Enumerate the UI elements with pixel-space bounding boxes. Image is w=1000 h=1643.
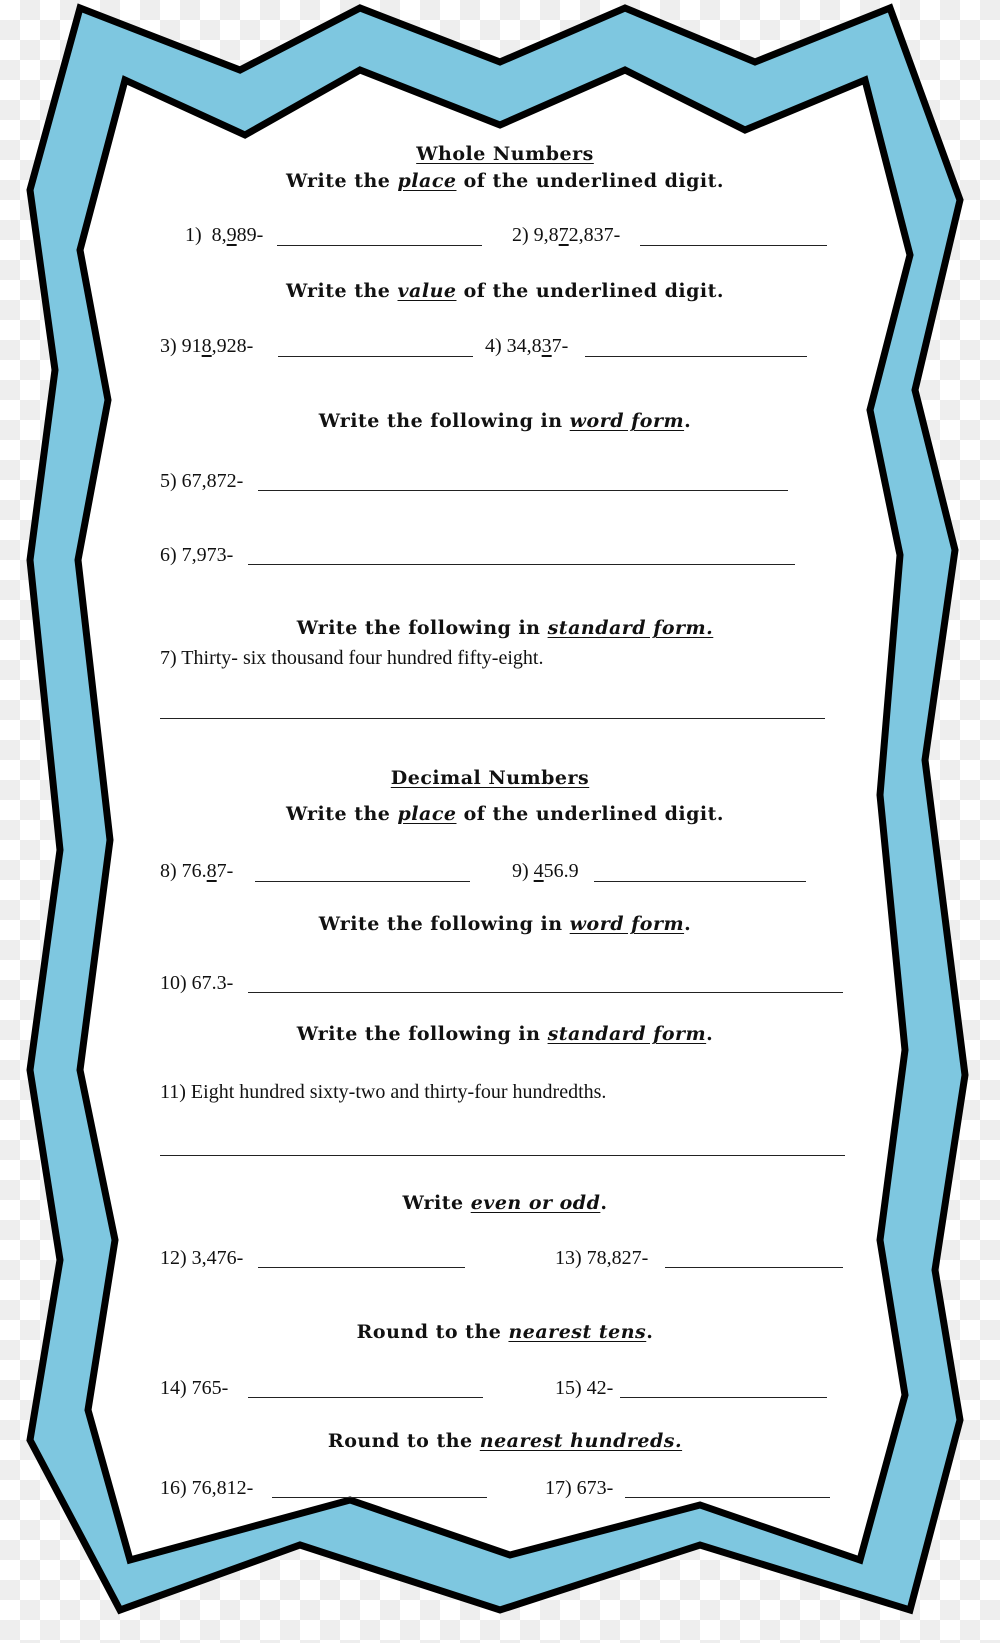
question-17: 17) 673-	[545, 1477, 614, 1499]
question-6: 6) 7,973-	[160, 544, 234, 566]
answer-line-3[interactable]	[278, 356, 473, 357]
instruction-round-hundreds	[160, 1430, 850, 1452]
instruction-text: .	[600, 1192, 608, 1214]
question-10: 10) 67.3-	[160, 972, 234, 994]
answer-line-8[interactable]	[255, 881, 470, 882]
instruction-text: Write the following in	[296, 617, 548, 639]
instruction-text: Write the	[286, 170, 398, 192]
instruction-keyword: place	[397, 170, 457, 192]
answer-line-9[interactable]	[594, 881, 806, 882]
number-part: 2,837-	[568, 224, 621, 246]
question-number: 2)	[512, 224, 529, 246]
question-2	[512, 224, 620, 247]
question-11: 11) Eight hundred sixty-two and thirty-four hundredths.	[160, 1081, 607, 1103]
question-3	[160, 335, 253, 358]
instruction-text: Write the	[286, 803, 398, 825]
number-part: 7-	[216, 860, 234, 882]
instruction-text: Write the	[286, 280, 398, 302]
instruction-text: Write the following in	[296, 1023, 548, 1045]
instruction-keyword: place	[397, 803, 457, 825]
instruction-text: of the underlined digit.	[456, 280, 724, 302]
instruction-keyword: nearest tens	[508, 1321, 647, 1343]
instruction-text: Write the following in	[318, 410, 570, 432]
underlined-digit: 8	[201, 335, 212, 357]
answer-line-11[interactable]	[160, 1155, 845, 1156]
answer-line-4[interactable]	[585, 356, 807, 357]
instruction-keyword: even or odd	[470, 1192, 601, 1214]
instruction-word-form-decimal	[160, 913, 850, 935]
question-1	[185, 224, 263, 247]
instruction-standard-form-decimal	[160, 1023, 850, 1045]
number-part: ,928-	[211, 335, 254, 357]
question-14: 14) 765-	[160, 1377, 229, 1399]
answer-line-14[interactable]	[248, 1397, 483, 1398]
answer-line-7[interactable]	[160, 718, 825, 719]
answer-line-2[interactable]	[640, 245, 827, 246]
question-number: 3)	[160, 335, 177, 357]
answer-line-13[interactable]	[665, 1267, 843, 1268]
question-number: 4)	[485, 335, 502, 357]
question-15: 15) 42-	[555, 1377, 614, 1399]
underlined-digit: 3	[541, 335, 552, 357]
question-number: 1)	[185, 224, 202, 246]
instruction-place-decimal	[160, 803, 850, 825]
number-part: 91	[181, 335, 202, 357]
instruction-text: Write	[402, 1192, 471, 1214]
underlined-digit: 8	[206, 860, 217, 882]
number-part: 7-	[551, 335, 569, 357]
answer-line-6[interactable]	[248, 564, 795, 565]
instruction-even-odd	[160, 1192, 850, 1214]
answer-line-15[interactable]	[620, 1397, 827, 1398]
instruction-keyword: value	[397, 280, 457, 302]
underlined-digit: 7	[558, 224, 569, 246]
answer-line-17[interactable]	[625, 1497, 830, 1498]
instruction-keyword: standard form	[547, 1023, 707, 1045]
underlined-digit: 9	[226, 224, 237, 246]
answer-line-12[interactable]	[258, 1267, 465, 1268]
instruction-keyword: nearest hundreds.	[479, 1430, 683, 1452]
question-4	[485, 335, 568, 358]
instruction-text: .	[684, 410, 692, 432]
instruction-text: Write the following in	[318, 913, 570, 935]
number-part: 89-	[236, 224, 264, 246]
question-number: 8)	[160, 860, 177, 882]
instruction-text: .	[646, 1321, 654, 1343]
whole-numbers-title: Whole Numbers	[416, 143, 594, 165]
question-12: 12) 3,476-	[160, 1247, 244, 1269]
instruction-text: .	[706, 1023, 714, 1045]
answer-line-5[interactable]	[258, 490, 788, 491]
instruction-round-tens	[160, 1321, 850, 1343]
number-part: 76.	[181, 860, 207, 882]
answer-line-1[interactable]	[277, 245, 482, 246]
question-13: 13) 78,827-	[555, 1247, 649, 1269]
number-part: 34,8	[506, 335, 542, 357]
question-5: 5) 67,872-	[160, 470, 244, 492]
number-part: 56.9	[543, 860, 579, 882]
question-16: 16) 76,812-	[160, 1477, 254, 1499]
instruction-text: Round to the	[356, 1321, 509, 1343]
instruction-text: .	[684, 913, 692, 935]
decimal-numbers-title: Decimal Numbers	[390, 767, 590, 789]
instruction-text: Round to the	[327, 1430, 480, 1452]
instruction-keyword: standard form.	[547, 617, 714, 639]
answer-line-16[interactable]	[272, 1497, 487, 1498]
instruction-text: of the underlined digit.	[456, 170, 724, 192]
instruction-text: of the underlined digit.	[456, 803, 724, 825]
answer-line-10[interactable]	[248, 992, 843, 993]
question-8	[160, 860, 233, 883]
question-7: 7) Thirty- six thousand four hundred fifty-eight.	[160, 647, 544, 669]
instruction-standard-form-whole	[160, 617, 850, 639]
underlined-digit: 4	[533, 860, 544, 882]
number-part: 8,	[211, 224, 227, 246]
number-part: 9,8	[533, 224, 559, 246]
question-9	[512, 860, 579, 883]
question-number: 9)	[512, 860, 529, 882]
instruction-keyword: word form	[569, 410, 685, 432]
instruction-value	[160, 280, 850, 302]
instruction-place-whole	[160, 170, 850, 192]
instruction-keyword: word form	[569, 913, 685, 935]
instruction-word-form-whole	[160, 410, 850, 432]
